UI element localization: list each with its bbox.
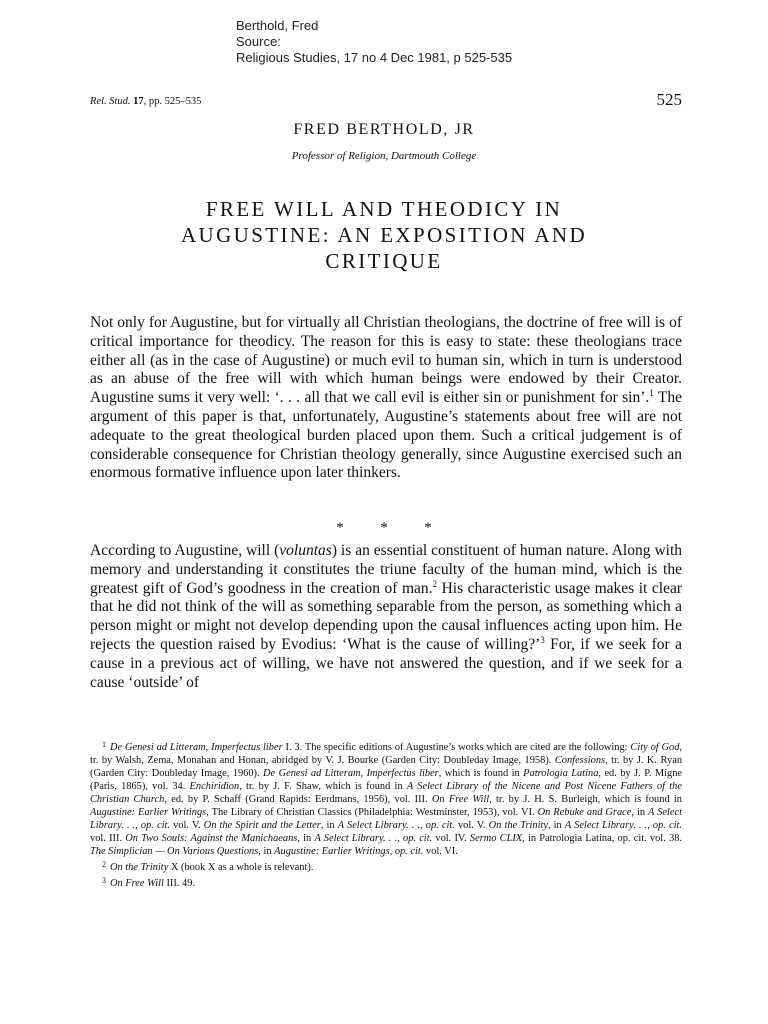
paragraph-text: Not only for Augustine, but for virtually all Christian theologians, the doctrine of free will is of critical importance for theodicy. The reason for this is easy to state: these theologians trace either all (as in the case of Augustine) or much evil to human sin, which in turn is understood as an abuse of the free will with which human beings were endowed by their Creator. Augustine sums it very well: ‘. . . all that we call evil is either sin or punishment for sin’. [90,314,682,407]
separator-star: * [424,520,432,536]
footnote-3 [90,874,682,890]
fn-italic: De Genesi ad Litteram, Imperfectus liber [263,768,439,779]
fn-text: I. 3. The specific editions of Augustine’s works which are cited are the following: [282,742,631,753]
running-head [90,90,682,116]
fn-italic: Augustine: Earlier Writings [90,807,207,818]
author-name: FRED BERTHOLD, JR [293,121,475,138]
footnote-number: 3 [102,876,106,885]
fn-italic: On the Trinity [110,862,169,873]
fn-text: , tr. by J. K. Ryan (Garden City: Doubleday Image, 1960). [90,755,683,779]
fn-text: , which is found in [438,768,524,779]
fn-text: , tr. by J. F. Shaw, which is found in [239,781,407,792]
source-author: Berthold, Fred [236,18,319,33]
fn-italic: A Select Library. . ., op. cit. [337,820,455,831]
latin-term: voluntas [279,542,332,559]
fn-text: , tr. by J. H. S. Burleigh, which is found in [489,794,682,805]
body-paragraph-2 [90,542,682,692]
separator-star: * [336,520,344,536]
fn-text: vol. V. [454,820,489,831]
fn-italic: Augustine: Earlier Writings, op. cit. [274,846,424,857]
source-citation [236,18,512,66]
footnote-number: 2 [102,860,106,869]
journal-name: Rel. Stud. [90,96,131,107]
title-line: FREE WILL AND THEODICY IN [205,197,563,221]
body-paragraph-1 [90,314,682,483]
journal-pages: , pp. 525–535 [143,96,202,107]
paragraph-text: The argument of this paper is that, unfortunately, Augustine’s statements about free will are not adequate to the great theological burden placed upon them. Such a critical judgement is of considerable consequence for Christian theology generally, since Augustine exercised such an enormous formative influence upon later thinkers. [90,389,682,482]
fn-italic: The Simplician — On Various Questions [90,846,259,857]
fn-text: , ed. by J. P. Migne (Paris, 1865), vol. 34. [90,768,683,792]
fn-text: vol. V. [169,820,204,831]
fn-text: , in [258,846,275,857]
title-line: CRITIQUE [325,249,443,273]
fn-italic: A Select Library. . ., op. cit. [314,833,433,844]
fn-text: X (book X as a whole is relevant). [168,862,314,873]
paragraph-text: His characteristic usage makes it clear that he did not think of the will as something separable from the person, as something which a person might or might not develop depending upon the causal influences acting upon him. He rejects the question raised by Evodius: ‘What is the cause of willing?’ [90,579,682,653]
journal-reference [90,96,201,107]
fn-text: III. 49. [163,878,196,889]
fn-italic: De Genesi ad Litteram, Imperfectus liber [110,742,283,753]
separator-star: * [380,520,388,536]
fn-text: vol. VI. [423,846,458,857]
paragraph-text: For, if we seek for a cause in a previous act of willing, we have not answered the question, and if we seek for a cause ‘outside’ of [90,635,683,691]
fn-italic: Confessions [554,755,606,766]
fn-italic: City of God [630,742,680,753]
fn-italic: On the Spirit and the Letter [203,820,321,831]
page-number: 525 [656,90,682,109]
fn-text: , ed. by P. Schaff (Grand Rapids: Eerdmans, 1956), vol. III. [164,794,432,805]
footnote-2 [90,858,682,874]
footnote-ref-2: 2 [432,578,438,589]
fn-italic: Patrologia Latina [523,768,599,779]
fn-italic: On the Trinity [488,820,548,831]
fn-italic: Enchiridion [189,781,240,792]
title-line: AUGUSTINE: AN EXPOSITION AND [180,223,588,247]
paragraph-text: ) is an essential constituent of human nature. Along with memory and understanding it constitutes the triune faculty of the human mind, which is the greatest gift of God’s goodness in the creation of man. [90,542,682,597]
fn-text: , in [320,820,338,831]
fn-italic: On Free Will [110,878,164,889]
source-reference: Religious Studies, 17 no 4 Dec 1981, p 525-535 [236,50,513,65]
section-separator [0,520,768,537]
author-affiliation: Professor of Religion, Dartmouth College [291,150,477,162]
fn-text: vol. III. [90,833,126,844]
footnote-ref-1: 1 [649,388,654,399]
footnote-1 [90,738,682,858]
fn-text: , in [631,807,649,818]
fn-italic: On Rebuke and Grace [537,807,632,818]
footnote-number: 1 [102,740,106,749]
fn-text: , in Patrologia Latina, op. cit. vol. 38. [522,833,682,844]
fn-text: , tr. by Walsh, Zema, Monahan and Honan, abridged by V. J. Bourke (Garden City: Doubleday Image, 1958). [90,742,682,766]
paragraph-text: According to Augustine, will ( [90,542,280,559]
fn-italic: A Select Library. . ., op. cit. [90,807,682,831]
footnote-ref-3: 3 [540,634,545,645]
article-title [0,196,768,274]
fn-italic: A Select Library of the Nicene and Post Nicene Fathers of the Christian Church [90,781,682,805]
footnotes [90,738,682,890]
fn-text: , The Library of Christian Classics (Philadelphia: Westminster, 1953), vol. VI. [206,807,538,818]
fn-text: , in [547,820,565,831]
fn-text: , in [297,833,315,844]
fn-italic: Sermo CLIX [469,833,523,844]
fn-text: vol. IV. [432,833,470,844]
journal-volume: 17 [133,96,144,107]
fn-italic: On Two Souls: Against the Manichaeans [125,833,298,844]
fn-italic: On Free Will [431,794,490,805]
source-label: Source: [236,34,281,49]
fn-italic: A Select Library. . ., op. cit. [564,820,682,831]
